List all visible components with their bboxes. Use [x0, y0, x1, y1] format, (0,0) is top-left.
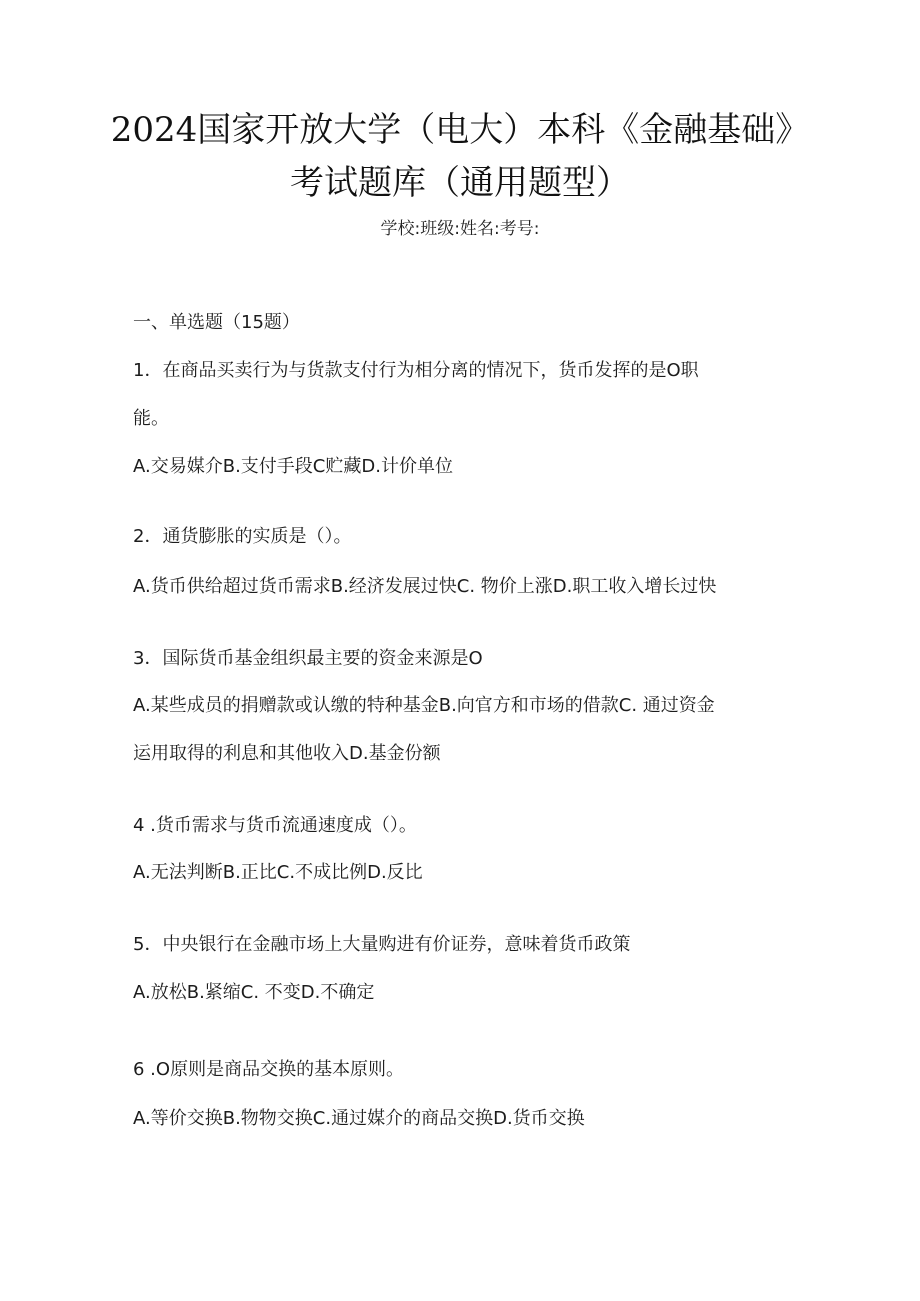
document-title-line-1: 2024国家开放大学（电大）本科《金融基础》	[110, 110, 810, 150]
exam-number-label: 考号:	[499, 219, 540, 239]
student-info-line	[0, 214, 920, 239]
name-label: 姓名:	[460, 219, 500, 239]
question-2-options: A.货币供给超过货币需求B.经济发展过快C. 物价上涨D.职工收入增长过快	[133, 576, 717, 597]
question-1-options: A.交易媒介B.支付手段C贮藏D.计价单位	[133, 456, 453, 477]
question-1-stem-line-1: 1．在商品买卖行为与货款支付行为相分离的情况下，货币发挥的是O职	[133, 360, 699, 381]
question-4-stem: 4 .货币需求与货币流通速度成（）。	[133, 815, 417, 836]
class-label: 班级:	[420, 219, 460, 239]
school-label: 学校:	[380, 219, 421, 239]
question-5-stem: 5．中央银行在金融市场上大量购进有价证券，意味着货币政策	[133, 934, 631, 955]
section-heading: 一、单选题（15题）	[133, 312, 300, 333]
question-3-options-line-1: A.某些成员的捐赠款或认缴的特种基金B.向官方和市场的借款C. 通过资金	[133, 695, 715, 716]
question-6-options: A.等价交换B.物物交换C.通过媒介的商品交换D.货币交换	[133, 1108, 585, 1129]
document-title-line-2: 考试题库（通用题型）	[290, 163, 630, 203]
question-4-options: A.无法判断B.正比C.不成比例D.反比	[133, 862, 423, 883]
question-2-stem: 2．通货膨胀的实质是（）。	[133, 526, 352, 547]
question-3-options-line-2: 运用取得的利息和其他收入D.基金份额	[133, 743, 441, 764]
question-3-stem: 3．国际货币基金组织最主要的资金来源是O	[133, 648, 483, 669]
question-1-stem-line-2: 能。	[133, 408, 169, 429]
question-6-stem: 6 .O原则是商品交换的基本原则。	[133, 1059, 405, 1080]
question-5-options: A.放松B.紧缩C. 不变D.不确定	[133, 982, 375, 1003]
